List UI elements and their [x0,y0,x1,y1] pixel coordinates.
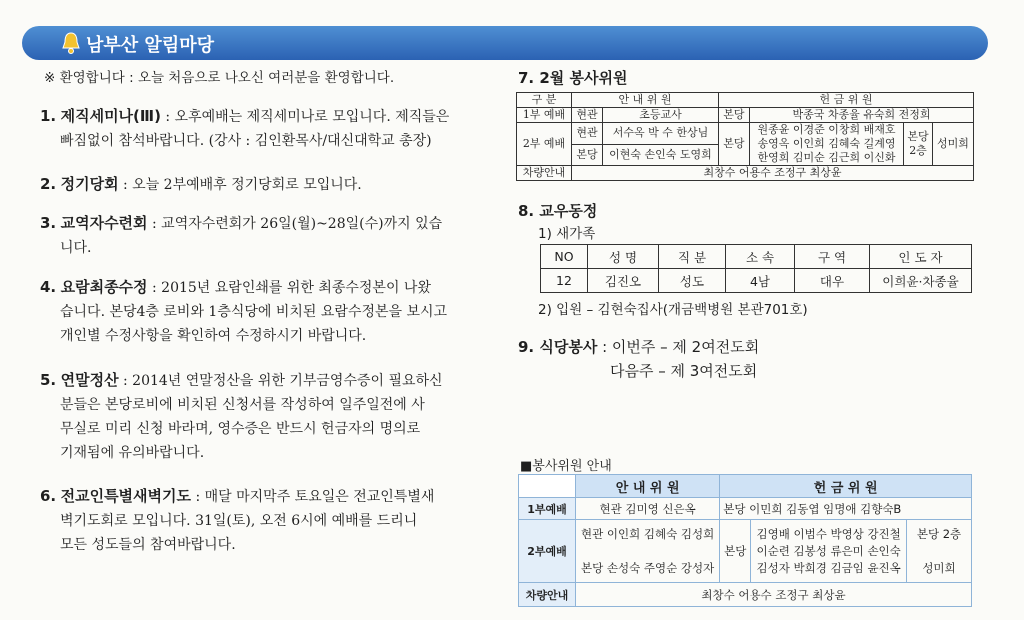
notice-item [40,275,502,348]
notice-line: 무실로 미리 신청 바라며, 영수증은 반드시 헌금자의 명의로 [60,421,421,437]
cell-line: 성미희 [922,560,956,575]
table-cell: 안 내 위 원 [572,93,719,108]
table-cell: 차량안내 [519,583,576,607]
table-cell: 2부예배 [519,520,576,583]
table-cell: 현관 김미영 신은옥 [576,498,720,520]
notice-line: : 교역자수련회가 26일(월)~28일(수)까지 있습 [147,216,443,232]
notice-line: : 오늘 2부예배후 정기당회로 모입니다. [118,177,362,193]
table-cell: 현관 [572,108,603,123]
table-cell: 2부 예배 [517,123,572,166]
table-row [519,520,972,583]
section-title-kitchen [518,336,759,357]
table-cell: 헌 금 위 원 [718,93,973,108]
notice-line: 개인별 수정사항을 확인하여 수정하시기 바랍니다. [60,328,367,344]
notice-line: : 오후예배는 제직세미나로 모입니다. 제직들은 [160,109,450,125]
new-family-table [540,244,972,293]
table-cell [576,520,720,583]
table-cell: 본당 [572,144,603,166]
guide-table [518,474,972,607]
table-cell: 1부예배 [519,498,576,520]
table-row [517,93,974,108]
table-cell: 구 분 [517,93,572,108]
cell-line: 원종윤 이경준 이창희 배재호 [757,123,896,136]
table-cell: 본당 [718,123,749,166]
cell-line: 본당 2층 [916,526,962,541]
table-cell: 이희윤·차종율 [870,269,972,293]
notice-heading: 정기당회 [60,175,119,193]
notice-heading: 요람최종수정 [60,278,148,296]
table-header-cell: 인 도 자 [870,245,972,269]
notice-line: 모든 성도들의 참여바랍니다. [60,537,236,553]
notice-number: 4. [40,278,57,296]
notice-number: 2. [40,175,57,193]
notice-number: 3. [40,214,57,232]
notice-line: 벽기도회로 모입니다. 31일(토), 오전 6시에 예배를 드리니 [60,513,418,529]
table-row [517,166,974,181]
table-header-cell: 구 역 [795,245,870,269]
kitchen-line: 다음주 – 제 3여전도회 [610,362,758,380]
notice-item [40,104,502,153]
table-cell: 김진오 [588,269,659,293]
header-banner [22,26,988,60]
cell-line: 김영배 이범수 박영상 강진철 [756,526,901,541]
notice-item [40,211,502,260]
table-header-cell: NO [541,245,588,269]
notice-heading: 연말정산 [60,371,119,389]
notice-item [40,368,502,465]
table-row [541,269,972,293]
table-cell [907,520,972,583]
notice-heading: 제직세미나(Ⅲ) [60,107,161,125]
table-cell: 본당 이민희 김동엽 임명애 김향숙B [720,498,972,520]
table-cell: 박종국 차종율 유숙희 전정희 [749,108,973,123]
table-header-cell: 안 내 위 원 [576,475,720,498]
table-cell: 성도 [659,269,726,293]
table-cell: 최창수 어용수 조정구 최상윤 [572,166,974,181]
notice-line: 빠짐없이 참석바랍니다. (강사 : 김인환목사/대신대학교 총장) [60,133,432,149]
cell-line: 본당 손성숙 주영순 강성자 [581,560,715,575]
table-cell: 서수옥 박 수 한상님 [603,123,719,145]
table-row [541,245,972,269]
table-cell: 차량안내 [517,166,572,181]
table-cell: 1부 예배 [517,108,572,123]
table-cell: 현관 [572,123,603,145]
guide-title: ■봉사위원 안내 [520,459,612,474]
notice-number: 6. [40,487,57,505]
bell-icon [60,31,82,55]
section-title-volunteers: 7. 2월 봉사위원 [518,69,628,87]
kitchen-line: : 이번주 – 제 2여전도회 [597,338,760,356]
cell-line: 송영옥 이인희 김혜숙 길계영 [757,137,896,150]
notice-number: 1. [40,107,57,125]
cell-line: 현관 이인희 김혜숙 김성희 [581,526,715,541]
table-cell [749,123,903,166]
notice-line: : 매달 마지막주 토요일은 전교인특별새 [191,489,435,505]
notice-heading: 전교인특별새벽기도 [60,487,192,505]
table-cell: 4남 [726,269,795,293]
table-header-cell: 소 속 [726,245,795,269]
section-title-news: 8. 교우동정 [518,202,598,220]
table-row [519,475,972,498]
cell-line: 이순련 김봉성 류은미 손인숙 [756,543,901,558]
cell-line: 한영희 김미순 김근희 이신화 [757,151,896,164]
table-cell: 12 [541,269,588,293]
notice-number: 5. [40,371,57,389]
new-family-label: 1) 새가족 [538,226,596,242]
page-title: 남부산 알림마당 [86,35,214,56]
notice-line: : 2015년 요람인쇄를 위한 최종수정본이 나왔 [147,280,431,296]
table-row [517,123,974,145]
table-row [517,108,974,123]
table-header-cell: 헌 금 위 원 [720,475,972,498]
table-cell: 본당 2층 [904,123,933,166]
hospital-text: 2) 입원 – 김현숙집사(개금백병원 본관701호) [538,302,808,318]
table-cell: 대우 [795,269,870,293]
table-header-cell: 성 명 [588,245,659,269]
notice-heading: 교역자수련회 [60,214,148,232]
table-header-cell: 직 분 [659,245,726,269]
table-cell: 최창수 어용수 조정구 최상윤 [576,583,972,607]
volunteer-table [516,92,974,181]
table-cell: 성미희 [933,123,974,166]
table-cell: 초등교사 [603,108,719,123]
kitchen-label: 9. 식당봉사 [518,338,598,356]
notice-item [40,484,502,557]
notice-line: 분들은 본당로비에 비치된 신청서를 작성하여 일주일전에 사 [60,397,425,413]
table-row [519,583,972,607]
table-cell: 본당 [718,108,749,123]
welcome-text: ※ 환영합니다 : 오늘 처음으로 나오신 여러분을 환영합니다. [44,70,395,86]
notice-line: : 2014년 연말정산을 위한 기부금영수증이 필요하신 [118,373,443,389]
table-cell: 본당 [720,520,751,583]
table-cell [751,520,907,583]
table-row [519,498,972,520]
notice-line: 니다. [60,240,92,256]
table-cell [519,475,576,498]
cell-line: 김성자 박희경 김금임 윤진옥 [756,560,901,575]
notice-line: 습니다. 본당4층 로비와 1층식당에 비치된 요람수정본을 보시고 [60,304,448,320]
notice-line: 기재됨에 유의바랍니다. [60,445,205,461]
notice-item [40,172,502,197]
table-cell: 이현숙 손인숙 도영희 [603,144,719,166]
